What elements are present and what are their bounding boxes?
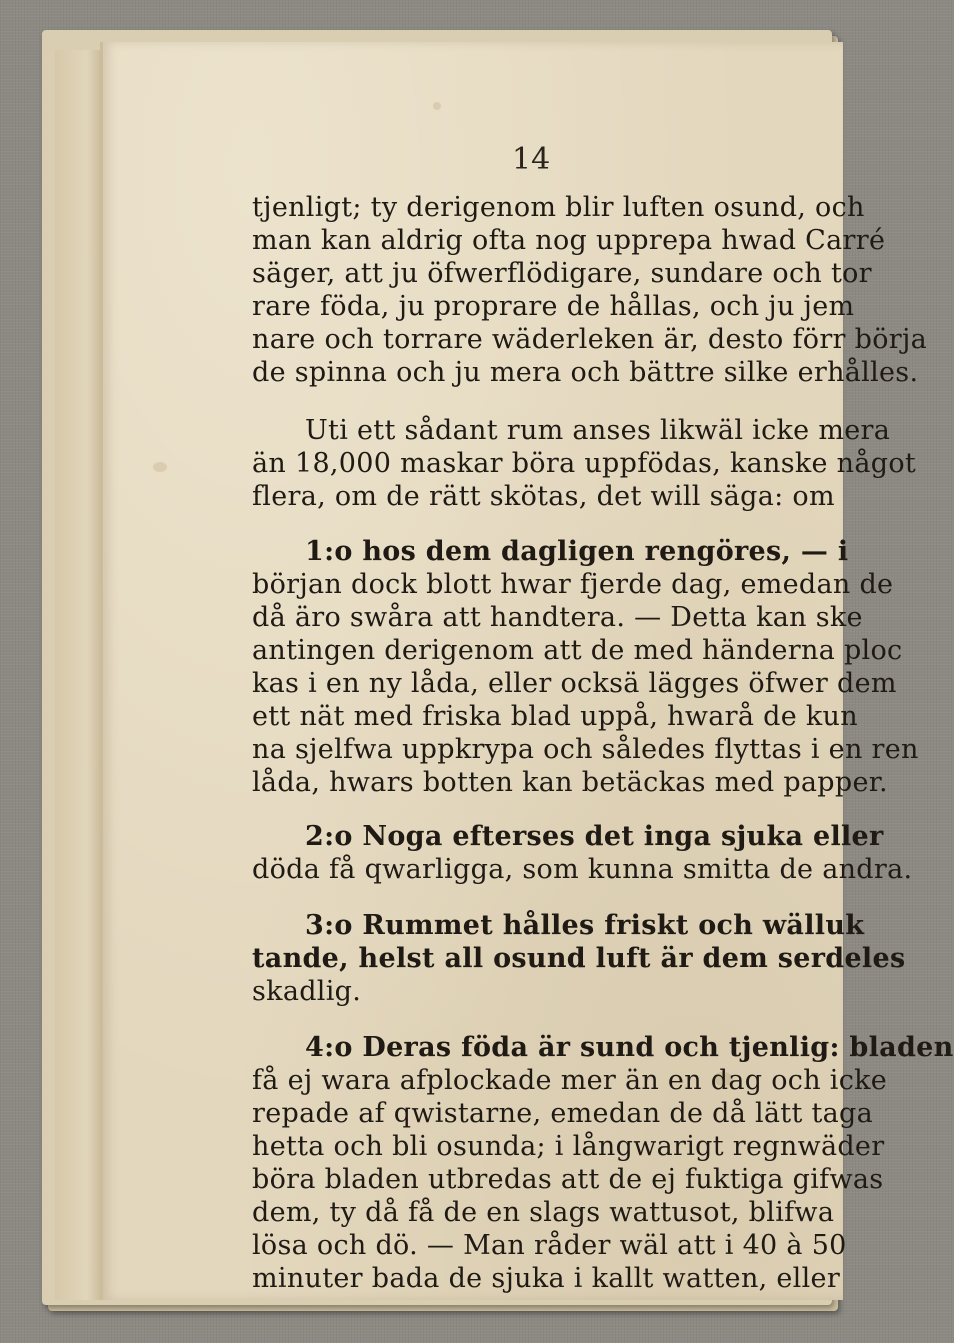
- text-line: början dock blott hwar fjerde dag, emedan de: [252, 569, 894, 600]
- foxing-spot: [153, 462, 167, 472]
- text-line: minuter bada de sjuka i kallt watten, eller: [252, 1263, 841, 1294]
- text-line: säger, att ju öfwerflödigare, sundare och tor: [252, 258, 872, 289]
- text-line: nare och torrare wäderleken är, desto förr börja: [252, 324, 928, 355]
- list-item-heading: 4:o Deras föda är sund och tjenlig: bladen: [305, 1032, 954, 1063]
- text-line: hetta och bli osunda; i långwarigt regnwäder: [252, 1131, 885, 1162]
- text-line: tjenligt; ty derigenom blir luften osund, och: [252, 192, 865, 223]
- text-line: skadlig.: [252, 976, 362, 1007]
- text-line: flera, om de rätt skötas, det will säga: om: [252, 481, 835, 512]
- text-line: döda få qwarligga, som kunna smitta de andra.: [252, 854, 913, 885]
- text-line: låda, hwars botten kan betäckas med papper.: [252, 767, 888, 798]
- text-line: repade af qwistarne, emedan de då lätt taga: [252, 1098, 874, 1129]
- foxing-spot: [433, 102, 441, 110]
- text-line: böra bladen utbredas att de ej fuktiga gifwas: [252, 1164, 884, 1195]
- text-line: Uti ett sådant rum anses likwäl icke mera: [305, 415, 891, 446]
- text-line: än 18,000 maskar böra uppfödas, kanske något: [252, 448, 917, 479]
- text-line: rare föda, ju proprare de hållas, och ju jem: [252, 291, 855, 322]
- text-line: få ej wara afplockade mer än en dag och icke: [252, 1065, 888, 1096]
- text-line: dem, ty då få de en slags wattusot, blifwa: [252, 1197, 835, 1228]
- text-line: lösa och dö. — Man råder wäl att i 40 à 50: [252, 1230, 847, 1261]
- text-line: kas i en ny låda, eller ocksä lägges öfwer dem: [252, 668, 897, 699]
- page-number: 14: [512, 142, 551, 177]
- text-line: de spinna och ju mera och bättre silke erhålles.: [252, 357, 919, 388]
- text-line: då äro swåra att handtera. — Detta kan ske: [252, 602, 863, 633]
- list-item-heading: 3:o Rummet hålles friskt och wälluk: [305, 910, 865, 941]
- text-line: tande, helst all osund luft är dem serdeles: [252, 943, 906, 974]
- text-line: na sjelfwa uppkrypa och således flyttas i en ren: [252, 734, 919, 765]
- list-item-heading: 1:o hos dem dagligen rengöres, — i: [305, 536, 849, 567]
- text-line: antingen derigenom att de med händerna ploc: [252, 635, 903, 666]
- list-item-heading: 2:o Noga efterses det inga sjuka eller: [305, 821, 884, 852]
- text-line: ett nät med friska blad uppå, hwarå de kun: [252, 701, 858, 732]
- text-line: man kan aldrig ofta nog upprepa hwad Carré: [252, 225, 886, 256]
- page-fold-edge: [55, 50, 100, 1300]
